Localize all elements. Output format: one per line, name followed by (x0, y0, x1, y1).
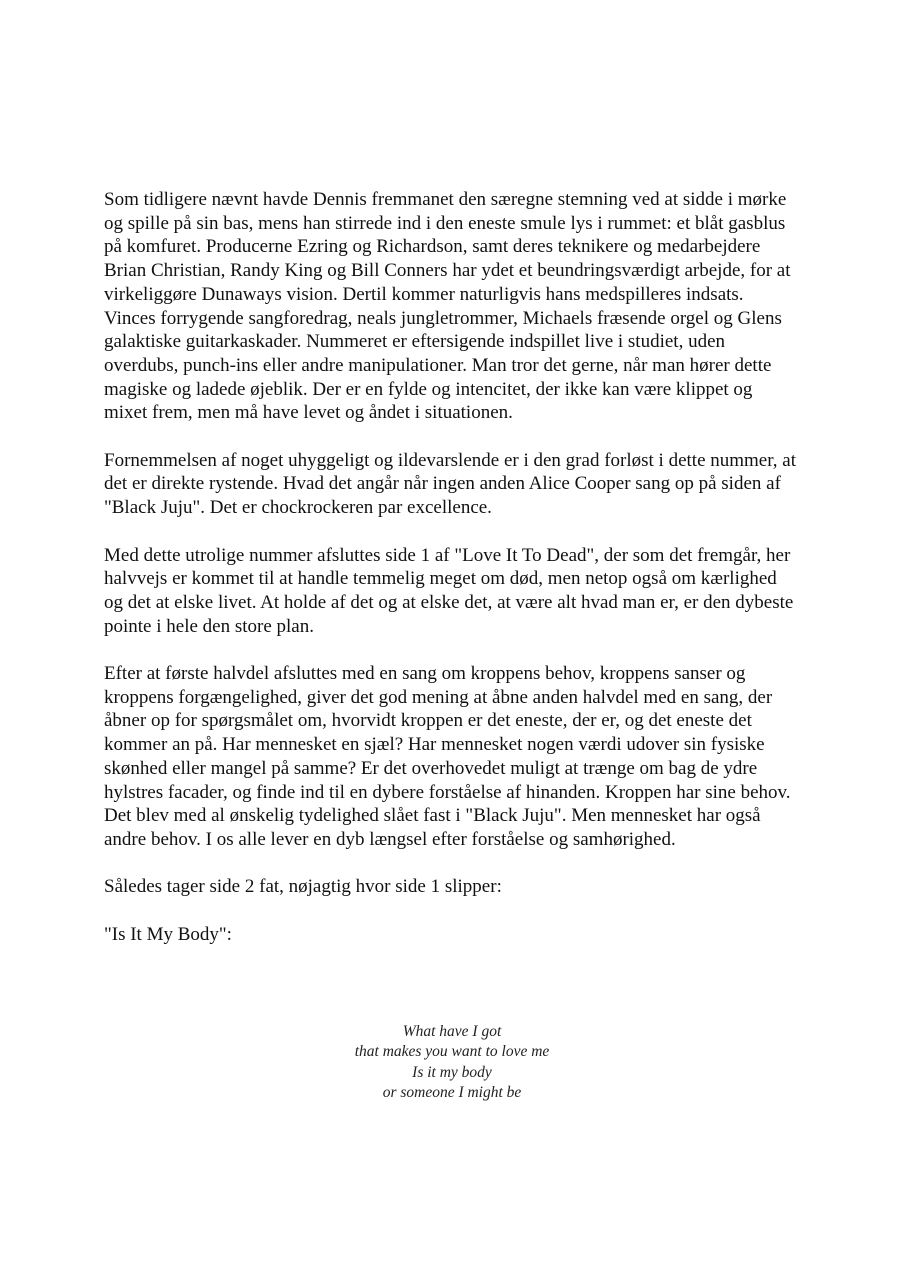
paragraph: Fornemmelsen af noget uhyggeligt og ildevarslende er i den grad forløst i dette nummer, at det er direkte rystende. Hvad det angår når ingen anden Alice Cooper sang op på siden af "Black Juju". Det er chockrockeren par excellence. (104, 449, 797, 519)
paragraph: Således tager side 2 fat, nøjagtig hvor side 1 slipper: (104, 876, 502, 898)
song-title-intro: "Is It My Body": (104, 923, 232, 945)
lyrics-quote (250, 1022, 654, 1104)
lyric-line: that makes you want to love me (354, 1043, 550, 1061)
paragraph: Som tidligere nævnt havde Dennis fremmanet den særegne stemning ved at sidde i mørke og spille på sin bas, mens han stirrede ind i den eneste smule lys i rummet: et blåt gasblus på komfuret. Producerne Ezring og Richardson, samt deres teknikere og medarbejdere Brian Christian, Randy King og Bill Conners har ydet et beundringsværdigt arbejde, for at virkeliggøre Dunaways vision. Dertil kommer naturligvis hans medspilleres indsats. Vinces forrygende sangforedrag, neals jungletrommer, Michaels fræsende orgel og Glens galaktiske guitarkaskader. Nummeret er eftersigende indspillet live i studiet, uden overdubs, punch-ins eller andre manipulationer. Man tror det gerne, når man hører dette magiske og ladede øjeblik. Der er en fylde og intencitet, der ikke kan være klippet og mixet frem, men må have levet og åndet i situationen. (104, 189, 791, 424)
lyric-line: What have I got (402, 1023, 502, 1040)
lyric-line: or someone I might be (382, 1084, 522, 1102)
body-text (104, 188, 796, 970)
paragraph: Med dette utrolige nummer afsluttes side 1 af "Love It To Dead", der som det fremgår, her halvvejs er kommet til at handle temmelig meget om død, men netop også om kærlighed og det at elske livet. At holde af det og at elske det, at være alt hvad man er, er den dybeste pointe i hele den store plan. (104, 544, 794, 637)
lyric-line: Is it my body (412, 1063, 492, 1081)
paragraph: Efter at første halvdel afsluttes med en sang om kroppens behov, kroppens sanser og kroppens forgængelighed, giver det god mening at åbne anden halvdel med en sang, der åbner op for spørgsmålet om, hvorvidt kroppen er det eneste, der er, og det eneste det kommer an på. Har mennesket en sjæl? Har mennesket nogen værdi udover sin fysiske skønhed eller mangel på samme? Er det overhovedet muligt at trænge om bag de ydre hylstres facader, og finde ind til en dybere forståelse af hinanden. Kroppen har sine behov. Det blev med al ønskelig tydelighed slået fast i "Black Juju". Men mennesket har også andre behov. I os alle lever en dyb længsel efter forståelse og samhørighed. (104, 663, 791, 850)
